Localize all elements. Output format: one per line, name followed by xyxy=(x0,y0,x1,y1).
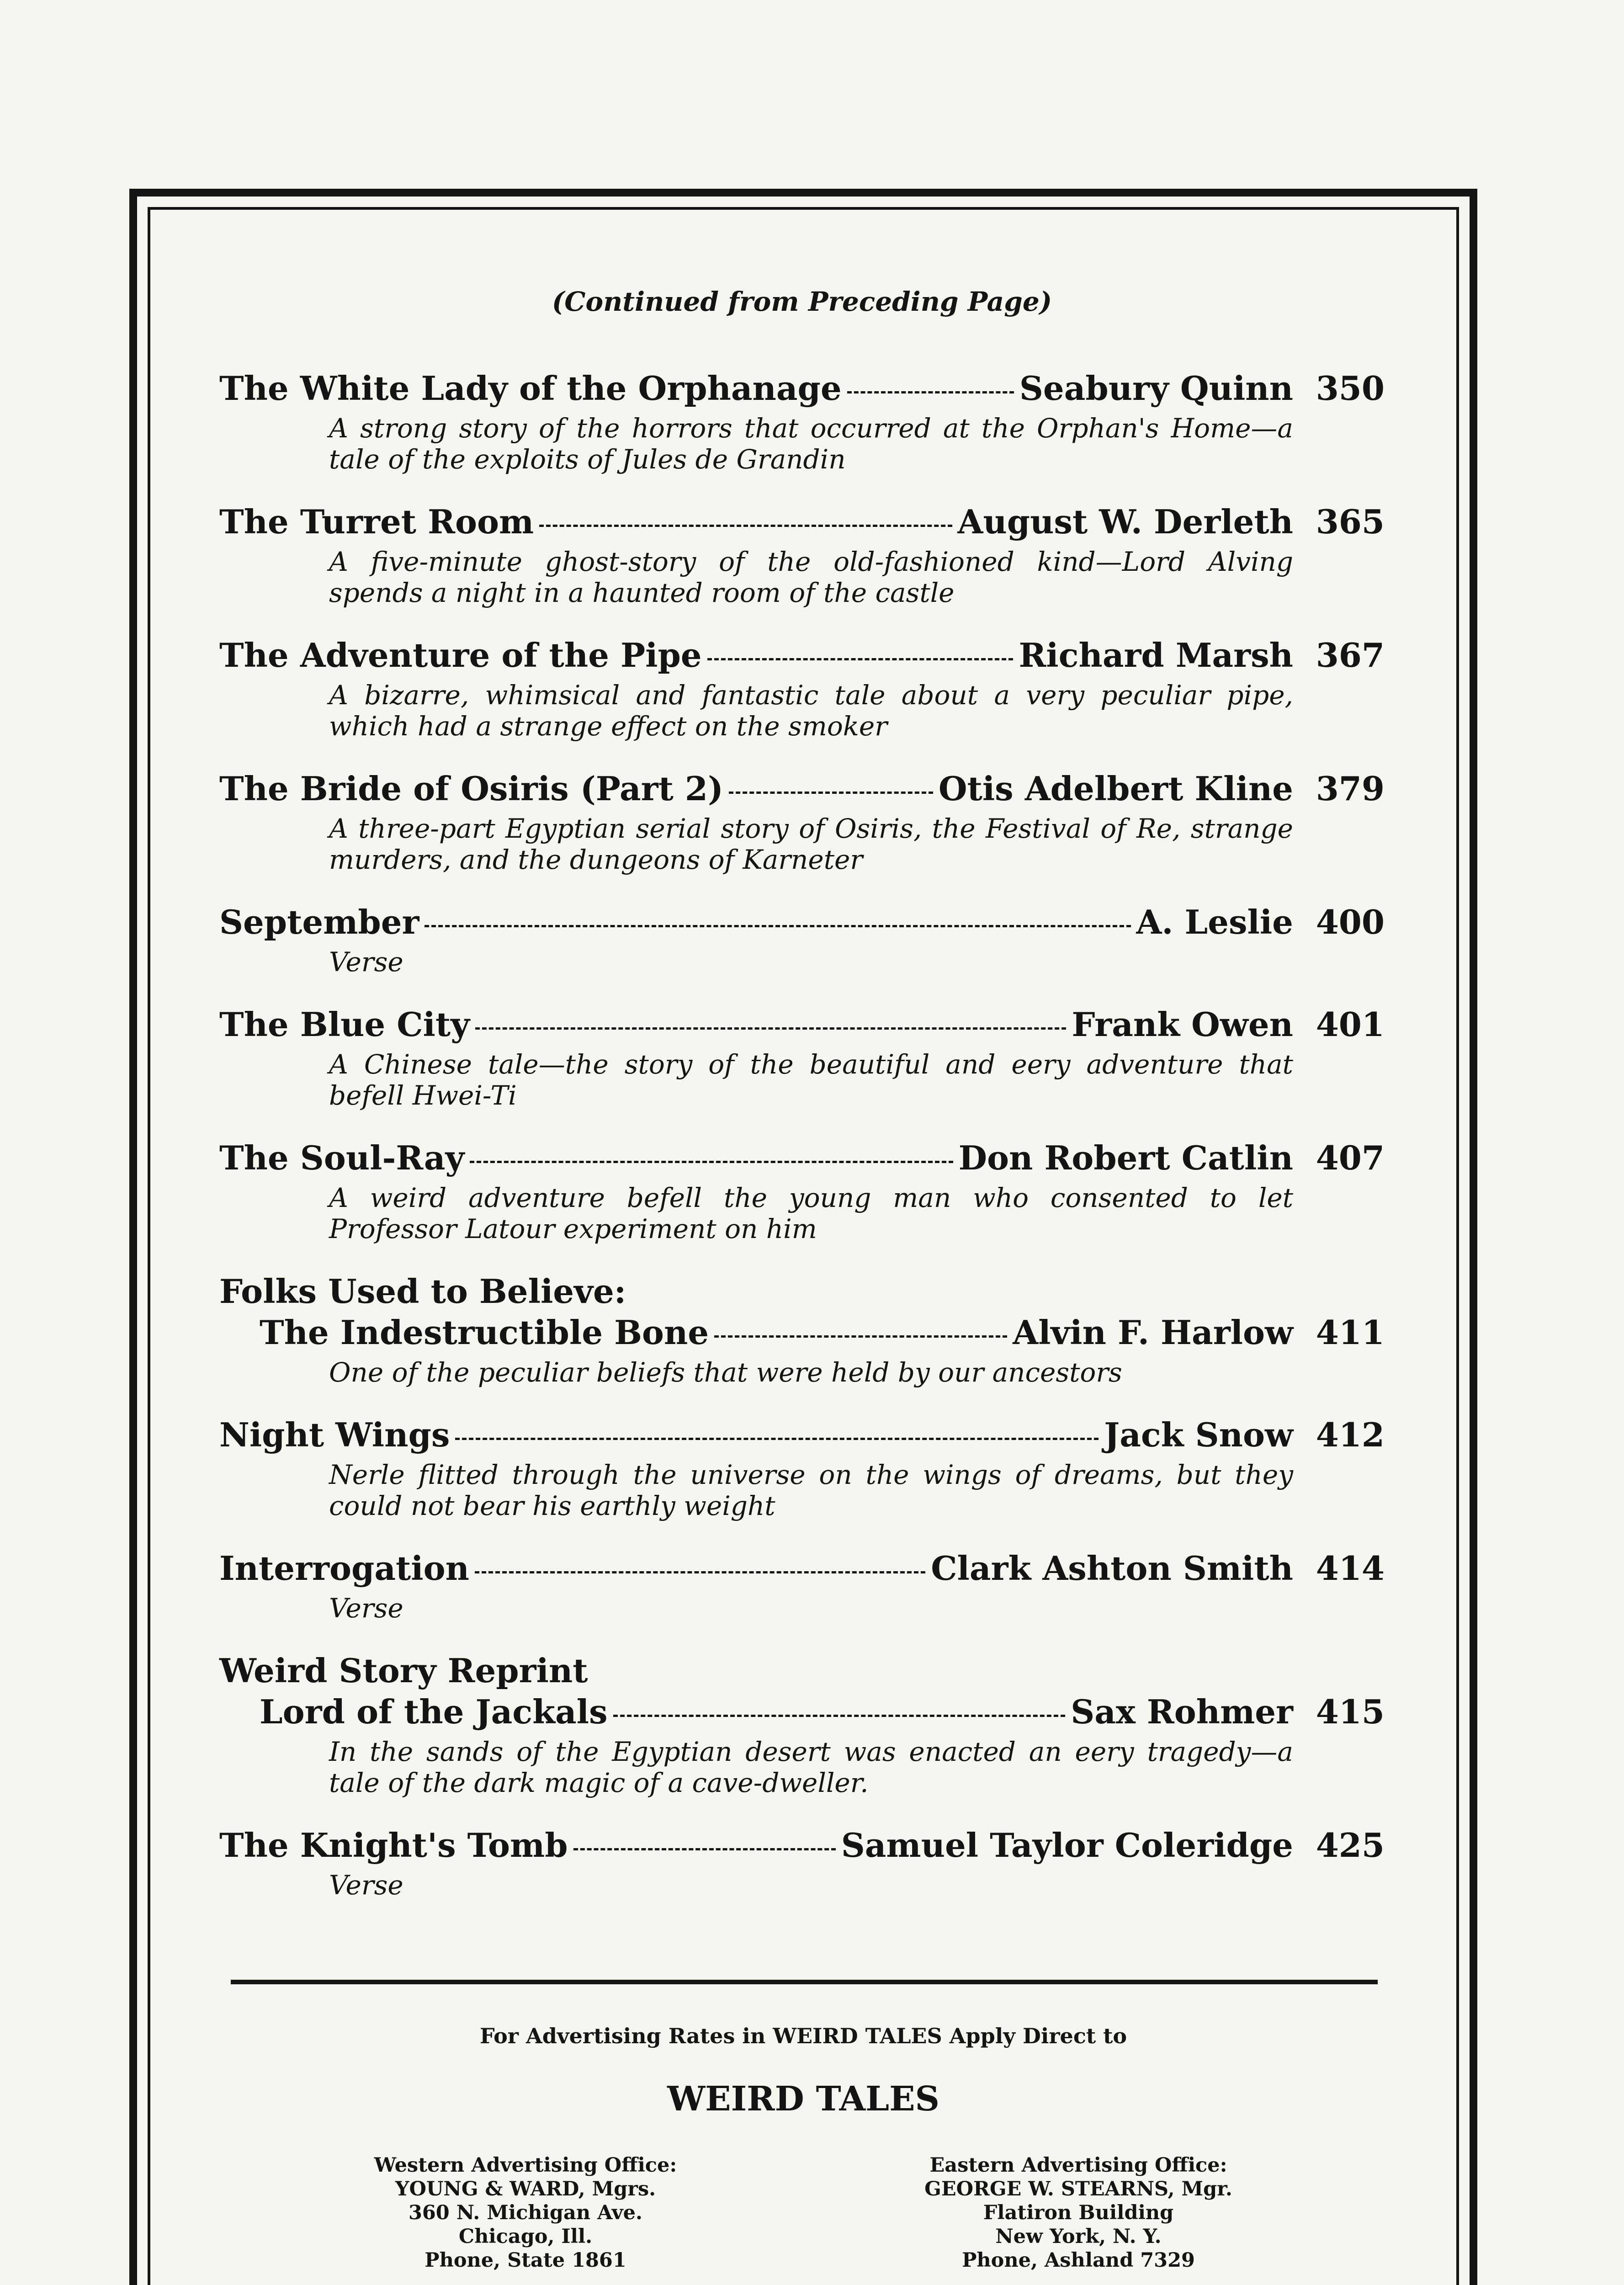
story-author: Frank Owen xyxy=(1072,1005,1293,1044)
dot-leader xyxy=(455,1438,1099,1440)
story-description: Verse xyxy=(329,1593,403,1624)
office-name: GEORGE W. STEARNS, Mgr. xyxy=(924,2178,1232,2200)
story-author: Samuel Taylor Coleridge xyxy=(841,1826,1293,1865)
page-ref: 350 xyxy=(1316,369,1385,408)
eastern-office xyxy=(850,2153,1307,2272)
story-title: The Knight's Tomb xyxy=(219,1826,568,1865)
story-description: A weird adventure befell the young man who consented to let Professor Latour experiment on him xyxy=(329,1182,1293,1244)
dot-leader xyxy=(613,1715,1066,1717)
continued-note: (Continued from Preceding Page) xyxy=(552,286,1052,317)
story-title: The Turret Room xyxy=(219,502,534,541)
story-description: Verse xyxy=(329,1870,403,1901)
toc-entry xyxy=(219,768,1385,875)
western-office xyxy=(297,2153,754,2272)
office-city: Chicago, Ill. xyxy=(458,2225,593,2248)
story-title: The Blue City xyxy=(219,1005,470,1044)
page-ref: 401 xyxy=(1316,1005,1385,1044)
dot-leader xyxy=(847,391,1014,393)
toc-entry xyxy=(219,501,1385,608)
page-ref: 379 xyxy=(1316,769,1385,808)
story-description: A three-part Egyptian serial story of Osiris, the Festival of Re, strange murders, and the dungeons of Karneter xyxy=(329,813,1293,875)
table-of-contents xyxy=(219,368,1385,1927)
page-ref: 407 xyxy=(1316,1138,1385,1177)
story-author: Otis Adelbert Kline xyxy=(938,769,1293,808)
page-ref: 425 xyxy=(1316,1826,1385,1865)
story-title: The Bride of Osiris (Part 2) xyxy=(219,769,724,808)
page-ref: 411 xyxy=(1316,1313,1385,1352)
story-author: Richard Marsh xyxy=(1019,636,1293,675)
toc-entry xyxy=(219,1548,1385,1624)
page-ref: 365 xyxy=(1316,502,1385,541)
dot-leader xyxy=(470,1161,953,1163)
dot-leader xyxy=(714,1335,1007,1338)
story-author: A. Leslie xyxy=(1136,903,1293,941)
story-author: Don Robert Catlin xyxy=(958,1138,1293,1177)
dot-leader xyxy=(729,792,933,794)
story-description: In the sands of the Egyptian desert was enacted an eery tragedy—a tale of the dark magic of a cave-dweller. xyxy=(329,1736,1293,1798)
office-phone: Phone, State 1861 xyxy=(425,2249,626,2272)
divider-rule xyxy=(231,1980,1378,1984)
office-name: YOUNG & WARD, Mgrs. xyxy=(395,2178,656,2200)
toc-entry xyxy=(219,1271,1385,1388)
story-title: Interrogation xyxy=(219,1549,469,1588)
toc-entry xyxy=(219,1004,1385,1111)
story-description: One of the peculiar beliefs that were held by our ancestors xyxy=(329,1357,1122,1388)
toc-entry xyxy=(219,1137,1385,1244)
toc-entry xyxy=(219,1825,1385,1901)
story-author: Sax Rohmer xyxy=(1071,1692,1293,1731)
toc-entry xyxy=(219,1650,1385,1798)
toc-entry xyxy=(219,1414,1385,1521)
page-ref: 414 xyxy=(1316,1549,1385,1588)
office-street: 360 N. Michigan Ave. xyxy=(408,2201,643,2224)
page-ref: 412 xyxy=(1316,1415,1385,1454)
story-description: A five-minute ghost-story of the old-fashioned kind—Lord Alving spends a night in a haunted room of the castle xyxy=(329,546,1293,608)
story-title: The Soul-Ray xyxy=(219,1138,465,1177)
story-title: Lord of the Jackals xyxy=(260,1692,608,1731)
office-label: Eastern Advertising Office: xyxy=(929,2154,1227,2177)
story-title: The Adventure of the Pipe xyxy=(219,636,702,675)
toc-entry xyxy=(219,368,1385,475)
office-street: Flatiron Building xyxy=(983,2201,1174,2224)
advertising-line: For Advertising Rates in WEIRD TALES Apply Direct to xyxy=(479,2024,1127,2048)
story-description: Nerle flitted through the universe on the wings of dreams, but they could not bear his earthly weight xyxy=(329,1459,1293,1521)
page-ref: 415 xyxy=(1316,1692,1385,1731)
story-title: Night Wings xyxy=(219,1415,450,1454)
page-ref: 400 xyxy=(1316,903,1385,941)
section-header: Weird Story Reprint xyxy=(219,1651,588,1690)
story-author: Jack Snow xyxy=(1104,1415,1293,1454)
page-ref: 367 xyxy=(1316,636,1385,675)
dot-leader xyxy=(573,1848,836,1850)
dot-leader xyxy=(539,525,952,527)
dot-leader xyxy=(475,1027,1066,1030)
office-phone: Phone, Ashland 7329 xyxy=(962,2249,1195,2272)
story-author: Seabury Quinn xyxy=(1019,369,1293,408)
dot-leader xyxy=(425,925,1130,927)
story-author: Clark Ashton Smith xyxy=(931,1549,1293,1588)
story-author: August W. Derleth xyxy=(957,502,1293,541)
story-description: A Chinese tale—the story of the beautiful and eery adventure that befell Hwei-Ti xyxy=(329,1049,1293,1111)
story-author: Alvin F. Harlow xyxy=(1013,1313,1293,1352)
story-description: A bizarre, whimsical and fantastic tale about a very peculiar pipe, which had a strange effect on the smoker xyxy=(329,680,1293,742)
dot-leader xyxy=(475,1571,925,1573)
office-city: New York, N. Y. xyxy=(995,2225,1162,2248)
toc-entry xyxy=(219,635,1385,742)
advertising-title: WEIRD TALES xyxy=(667,2079,939,2119)
office-label: Western Advertising Office: xyxy=(374,2154,677,2177)
toc-entry xyxy=(219,902,1385,978)
story-title: The White Lady of the Orphanage xyxy=(219,369,842,408)
story-description: Verse xyxy=(329,946,403,978)
story-title: The Indestructible Bone xyxy=(260,1313,709,1352)
section-header: Folks Used to Believe: xyxy=(219,1272,626,1311)
story-title: September xyxy=(219,903,419,941)
dot-leader xyxy=(707,658,1014,660)
story-description: A strong story of the horrors that occurred at the Orphan's Home—a tale of the exploits of Jules de Grandin xyxy=(329,413,1293,475)
